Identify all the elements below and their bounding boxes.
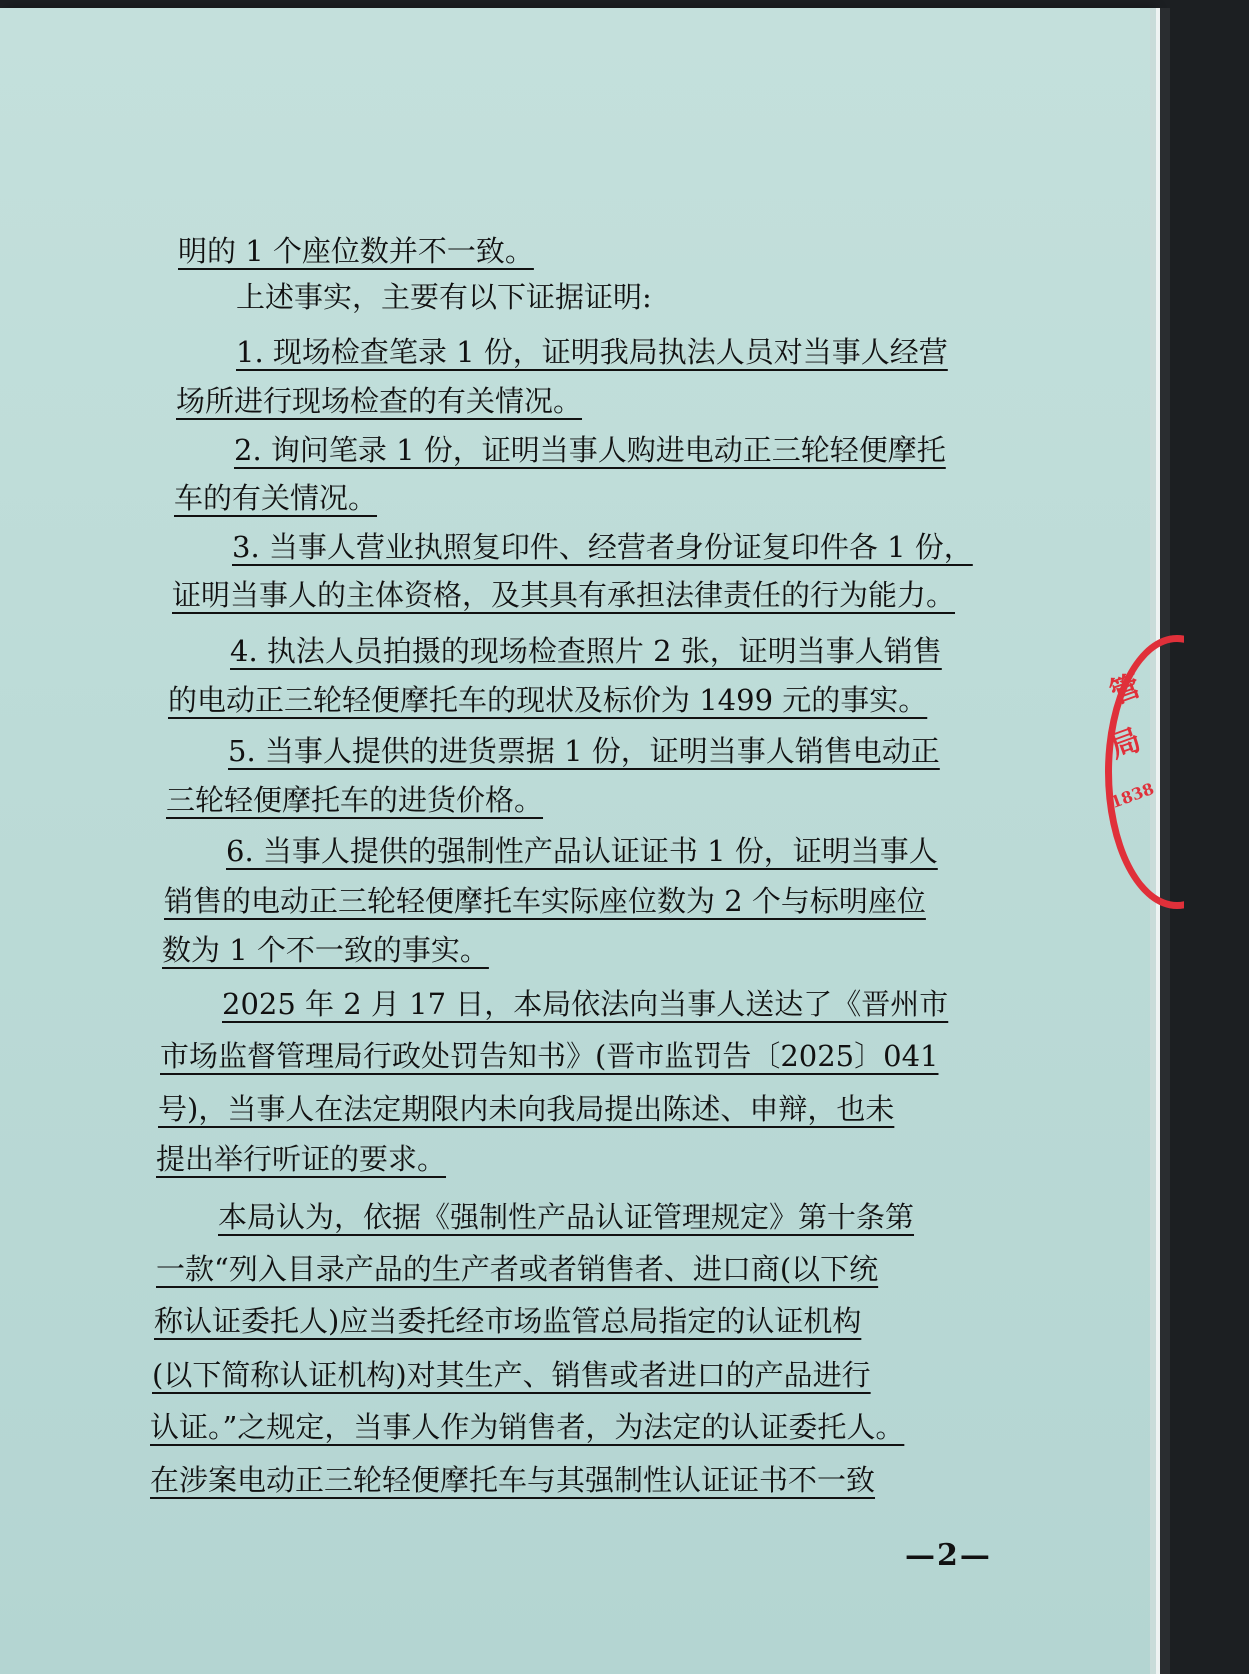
text-line: 市场监督管理局行政处罚告知书》(晋市监罚告〔2025〕041: [160, 1039, 939, 1073]
seal-text: [1105, 660, 1160, 860]
text-line: 1. 现场检查笔录 1 份，证明我局执法人员对当事人经营: [236, 335, 948, 369]
seal-char: 局: [1105, 722, 1146, 766]
text-line: 号)，当事人在法定期限内未向我局提出陈述、申辩，也未: [158, 1092, 895, 1126]
text-line: 三轮轻便摩托车的进货价格。: [166, 783, 544, 817]
text-line: 上述事实，主要有以下证据证明:: [236, 280, 652, 314]
text-line: (以下简称认证机构)对其生产、销售或者进口的产品进行: [152, 1358, 871, 1392]
text-line: 车的有关情况。: [174, 481, 378, 515]
body-text: [0, 8, 1150, 1674]
text-line: 证明当事人的主体资格，及其具有承担法律责任的行为能力。: [172, 578, 956, 612]
text-line: 4. 执法人员拍摄的现场检查照片 2 张，证明当事人销售: [230, 634, 942, 668]
text-line: 的电动正三轮轻便摩托车的现状及标价为 1499 元的事实。: [168, 683, 928, 717]
text-line: 场所进行现场检查的有关情况。: [176, 384, 583, 418]
text-line: 数为 1 个不一致的事实。: [162, 933, 489, 967]
text-line: 2025 年 2 月 17 日，本局依法向当事人送达了《晋州市: [222, 987, 949, 1021]
seal-char: 管: [1105, 668, 1146, 712]
document-page: [0, 8, 1150, 1674]
text-line: 称认证委托人)应当委托经市场监管总局指定的认证机构: [154, 1304, 862, 1338]
text-line: 在涉案电动正三轮轻便摩托车与其强制性认证证书不一致: [150, 1463, 876, 1497]
text-line: 一款“列入目录产品的生产者或者销售者、进口商(以下统: [156, 1252, 879, 1286]
seal-char: 1838: [1108, 778, 1157, 813]
text-line: 本局认为，依据《强制性产品认证管理规定》第十条第: [218, 1200, 915, 1234]
text-line: 2. 询问笔录 1 份，证明当事人购进电动正三轮轻便摩托: [234, 433, 946, 467]
text-line: 5. 当事人提供的进货票据 1 份，证明当事人销售电动正: [228, 734, 940, 768]
text-line: 3. 当事人营业执照复印件、经营者身份证复印件各 1 份，: [232, 530, 973, 564]
text-line: 认证。”之规定，当事人作为销售者，为法定的认证委托人。: [150, 1410, 905, 1444]
text-line: 销售的电动正三轮轻便摩托车实际座位数为 2 个与标明座位: [164, 884, 926, 918]
text-line: 明的 1 个座位数并不一致。: [178, 234, 534, 268]
text-line: 6. 当事人提供的强制性产品认证证书 1 份，证明当事人: [226, 834, 938, 868]
page-number: —2—: [905, 1538, 992, 1573]
text-line: 提出举行听证的要求。: [156, 1142, 447, 1176]
